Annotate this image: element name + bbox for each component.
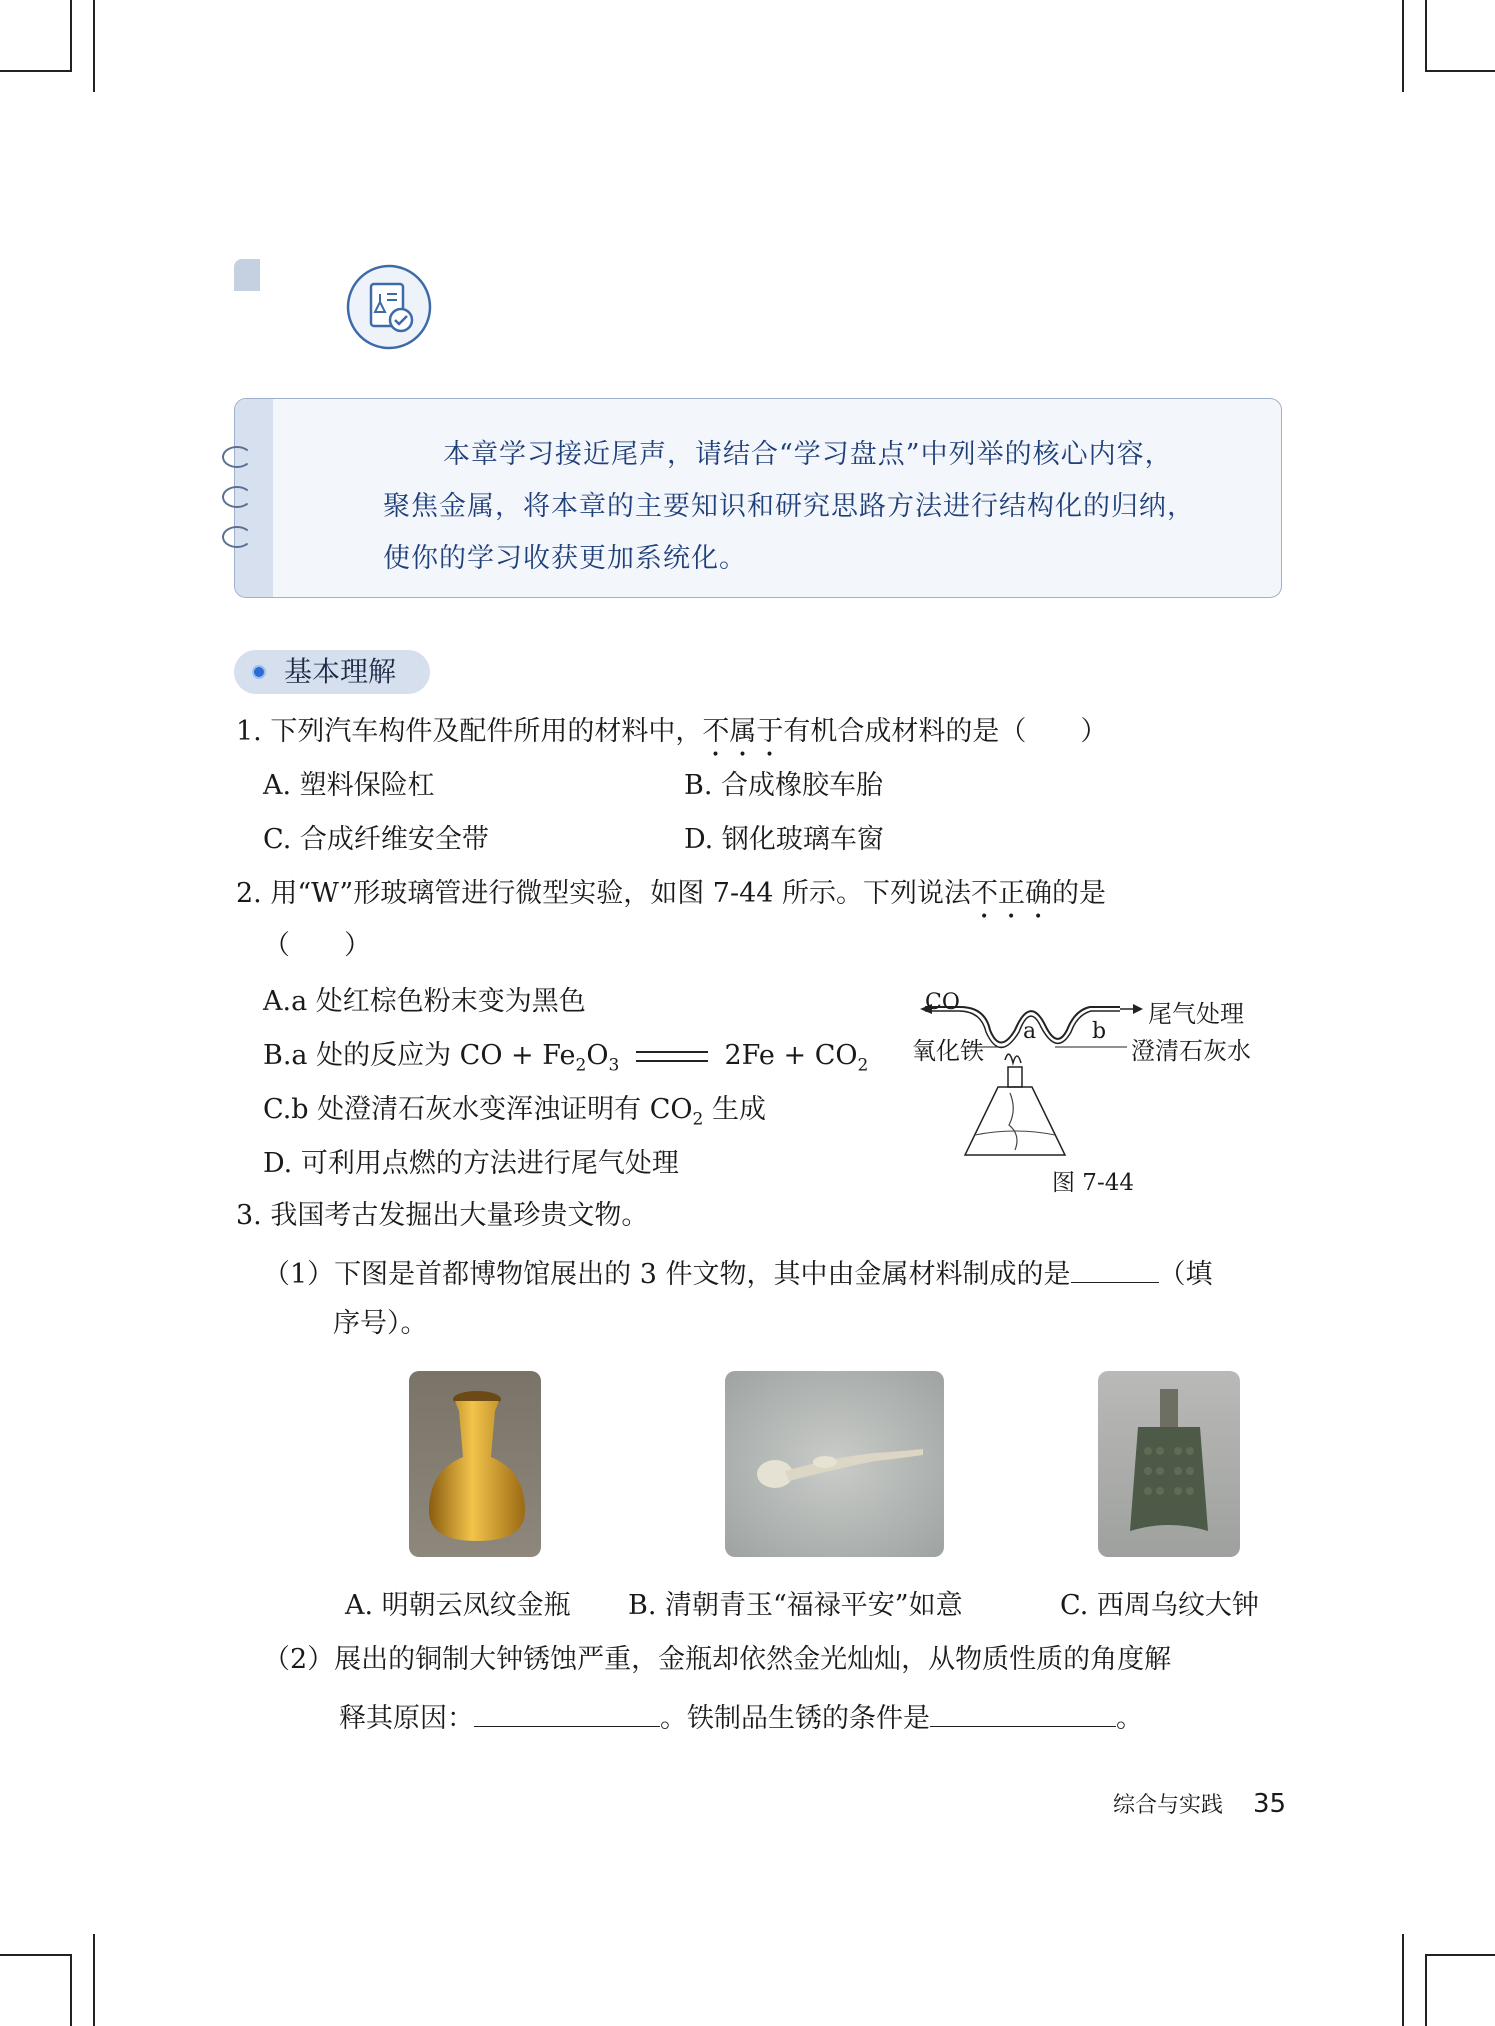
figure-label-tail-gas: 尾气处理 bbox=[1148, 1000, 1244, 1028]
crop-mark bbox=[93, 1934, 95, 2026]
assessment-checklist-icon bbox=[344, 262, 434, 352]
caption-jade-ruyi: B. 清朝青玉“福禄平安”如意 bbox=[628, 1590, 963, 1621]
q2-answer-paren: （ ） bbox=[263, 930, 371, 961]
answer-blank[interactable] bbox=[930, 1696, 1116, 1727]
figure-label-a: a bbox=[1023, 1019, 1037, 1044]
binder-ring-icon bbox=[222, 446, 252, 468]
q3-part1: （1）下图是首都博物馆展出的 3 件文物，其中由金属材料制成的是 （填 bbox=[263, 1252, 1213, 1293]
crop-mark bbox=[0, 1954, 70, 1956]
intro-text-line: 聚焦金属，将本章的主要知识和研究思路方法进行结构化的归纳， bbox=[383, 491, 1195, 522]
intro-text-line: 本章学习接近尾声，请结合“学习盘点”中列举的核心内容， bbox=[443, 439, 1173, 470]
q2-option-d: D. 可利用点燃的方法进行尾气处理 bbox=[263, 1148, 679, 1179]
figure-label-limewater: 澄清石灰水 bbox=[1131, 1037, 1251, 1065]
header-tab-marker bbox=[234, 259, 260, 291]
q3-part2-line2: 释其原因： 。铁制品生锈的条件是 。 bbox=[339, 1696, 1143, 1737]
crop-mark bbox=[70, 0, 72, 72]
section-title: 基本理解 bbox=[284, 655, 397, 688]
question-3-stem: 3. 我国考古发掘出大量珍贵文物。 bbox=[236, 1200, 649, 1231]
bullet-icon bbox=[252, 665, 266, 679]
figure-caption: 图 7-44 bbox=[1052, 1170, 1134, 1196]
question-1-stem: 1. 下列汽车构件及配件所用的材料中，不属于有机合成材料的是（ ） bbox=[236, 716, 1108, 747]
page-number: 35 bbox=[1253, 1789, 1287, 1819]
figure-label-iron-oxide: 氧化铁 bbox=[912, 1037, 984, 1065]
q3-part2-line1: （2）展出的铜制大钟锈蚀严重，金瓶却依然金光灿灿，从物质性质的角度解 bbox=[263, 1644, 1172, 1675]
q2-option-a: A.a 处红棕色粉末变为黑色 bbox=[263, 986, 586, 1017]
q2-option-c: C.b 处澄清石灰水变浑浊证明有 $CO_2$ 生成 bbox=[263, 1094, 766, 1130]
answer-blank[interactable] bbox=[1071, 1252, 1159, 1283]
double-line-equals bbox=[636, 1051, 708, 1062]
crop-mark bbox=[1425, 1954, 1427, 2026]
jade-ruyi-photo bbox=[725, 1371, 944, 1557]
gold-vase-photo bbox=[409, 1371, 541, 1557]
crop-mark bbox=[1402, 1934, 1404, 2026]
q1-option-b: B. 合成橡胶车胎 bbox=[684, 770, 884, 801]
intro-text-line: 使你的学习收获更加系统化。 bbox=[383, 543, 747, 574]
footer-section-name: 综合与实践 bbox=[1113, 1793, 1224, 1818]
crop-mark bbox=[0, 70, 70, 72]
binder-ring-icon bbox=[222, 486, 252, 508]
caption-bronze-bell: C. 西周乌纹大钟 bbox=[1060, 1590, 1259, 1621]
figure-label-b: b bbox=[1092, 1019, 1107, 1044]
q1-option-d: D. 钢化玻璃车窗 bbox=[684, 824, 884, 855]
q2-option-b: B.a 处的反应为 CO + $Fe_2O_3$ $2Fe + CO_2$ bbox=[263, 1040, 869, 1076]
answer-blank[interactable] bbox=[474, 1696, 660, 1727]
crop-mark bbox=[93, 0, 95, 92]
figure-label-co: CO bbox=[925, 990, 960, 1015]
emphasis-text: 不正确 bbox=[971, 878, 1053, 909]
crop-mark bbox=[70, 1954, 72, 2026]
crop-mark bbox=[1425, 0, 1427, 72]
binder-ring-icon bbox=[222, 526, 252, 548]
q3-part1-line2: 序号）。 bbox=[333, 1308, 428, 1339]
q1-option-c: C. 合成纤维安全带 bbox=[263, 824, 489, 855]
caption-gold-vase: A. 明朝云凤纹金瓶 bbox=[345, 1590, 571, 1621]
emphasis-text: 不属于 bbox=[702, 716, 784, 747]
question-2-stem: 2. 用“W”形玻璃管进行微型实验，如图 7-44 所示。下列说法不正确的是 bbox=[236, 878, 1107, 909]
section-heading bbox=[234, 650, 430, 694]
crop-mark bbox=[1425, 70, 1495, 72]
crop-mark bbox=[1402, 0, 1404, 92]
bronze-bell-photo bbox=[1098, 1371, 1240, 1557]
crop-mark bbox=[1425, 1954, 1495, 1956]
q1-option-a: A. 塑料保险杠 bbox=[263, 770, 435, 801]
